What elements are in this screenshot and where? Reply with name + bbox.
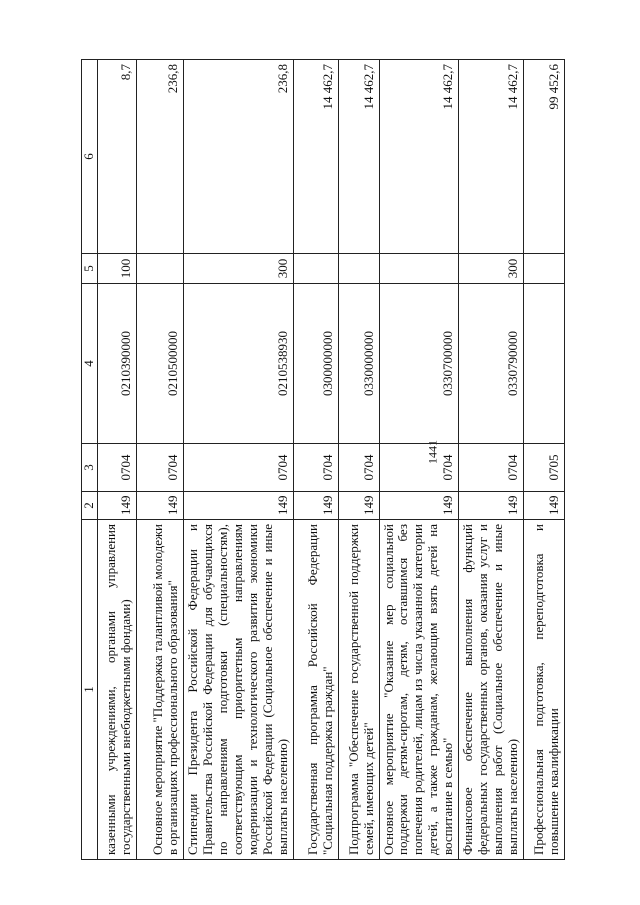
row-target-code: 0330790000	[459, 284, 524, 444]
row-section-code: 0705	[523, 444, 564, 492]
row-expense-type	[379, 254, 459, 284]
row-name: Финансовое обеспечение выполнения функций федеральных государственных органов, оказания услуг и выполнения работ (Социальное обеспечение и иные выплаты населению)	[459, 520, 524, 860]
row-expense-type: 100	[97, 254, 136, 284]
row-expense-type	[293, 254, 338, 284]
row-expense-type: 300	[459, 254, 524, 284]
row-amount: 99 452,6	[523, 60, 564, 254]
row-expense-type	[338, 254, 379, 284]
row-section-code: 0704	[293, 444, 338, 492]
header-col-5: 5	[82, 254, 98, 284]
row-name: Стипендии Президента Российской Федерации и Правительства Российской Федерации для обучающихся по направлениям подготовки (специальностям), соответствующим приоритетным направлениям модернизации и технологического развития экономики Российской Федерации (Социальное обеспечение и иные выплаты населению)	[183, 520, 293, 860]
budget-table	[81, 59, 565, 860]
row-name: Государственная программа Российской Федерации "Социальная поддержка граждан"	[293, 520, 338, 860]
table-row	[97, 60, 136, 860]
header-col-4: 4	[82, 284, 98, 444]
table-row	[379, 60, 459, 860]
row-ministry-code: 149	[523, 492, 564, 520]
row-amount: 236,8	[183, 60, 293, 254]
row-amount: 14 462,7	[338, 60, 379, 254]
table-row	[183, 60, 293, 860]
budget-table-rotated	[81, 60, 621, 860]
row-name: Профессиональная подготовка, переподготовка и повышение квалификации	[523, 520, 564, 860]
row-target-code: 0330700000	[379, 284, 459, 444]
row-section-code: 0704	[459, 444, 524, 492]
row-ministry-code: 149	[136, 492, 183, 520]
table-row	[459, 60, 524, 860]
row-target-code: 0210538930	[183, 284, 293, 444]
row-amount: 236,8	[136, 60, 183, 254]
row-ministry-code: 149	[379, 492, 459, 520]
header-col-2: 2	[82, 492, 98, 520]
row-amount: 14 462,7	[379, 60, 459, 254]
row-section-code: 0704	[136, 444, 183, 492]
row-target-code: 0210500000	[136, 284, 183, 444]
row-expense-type	[136, 254, 183, 284]
row-name: Основное мероприятие "Поддержка талантливой молодежи в организациях профессионального образования"	[136, 520, 183, 860]
row-target-code	[523, 284, 564, 444]
row-section-code: 0704	[338, 444, 379, 492]
row-target-code: 0300000000	[293, 284, 338, 444]
page-number: 1441	[425, 440, 440, 464]
header-col-3: 3	[82, 444, 98, 492]
row-amount: 14 462,7	[293, 60, 338, 254]
row-target-code: 0210390000	[97, 284, 136, 444]
row-target-code: 0330000000	[338, 284, 379, 444]
row-expense-type	[523, 254, 564, 284]
row-name: Основное мероприятие "Оказание мер социальной поддержки детям-сиротам, детям, оставшимся без попечения родителей, лицам из числа указанной категории детей, а также гражданам, желающим взять детей на воспитание в семью"	[379, 520, 459, 860]
row-name: Подпрограмма "Обеспечение государственной поддержки семей, имеющих детей"	[338, 520, 379, 860]
row-ministry-code: 149	[183, 492, 293, 520]
row-section-code: 0704	[183, 444, 293, 492]
table-row	[338, 60, 379, 860]
row-name: казенными учреждениями, органами управления государственными внебюджетными фондами)	[97, 520, 136, 860]
table-row	[293, 60, 338, 860]
row-ministry-code: 149	[338, 492, 379, 520]
row-ministry-code: 149	[97, 492, 136, 520]
table-row	[136, 60, 183, 860]
header-col-6: 6	[82, 60, 98, 254]
row-amount: 14 462,7	[459, 60, 524, 254]
row-section-code: 0704	[379, 444, 459, 492]
row-amount: 8,7	[97, 60, 136, 254]
row-section-code: 0704	[97, 444, 136, 492]
header-col-1: 1	[82, 520, 98, 860]
header-row	[82, 60, 98, 860]
table-row	[523, 60, 564, 860]
row-ministry-code: 149	[459, 492, 524, 520]
row-expense-type: 300	[183, 254, 293, 284]
row-ministry-code: 149	[293, 492, 338, 520]
